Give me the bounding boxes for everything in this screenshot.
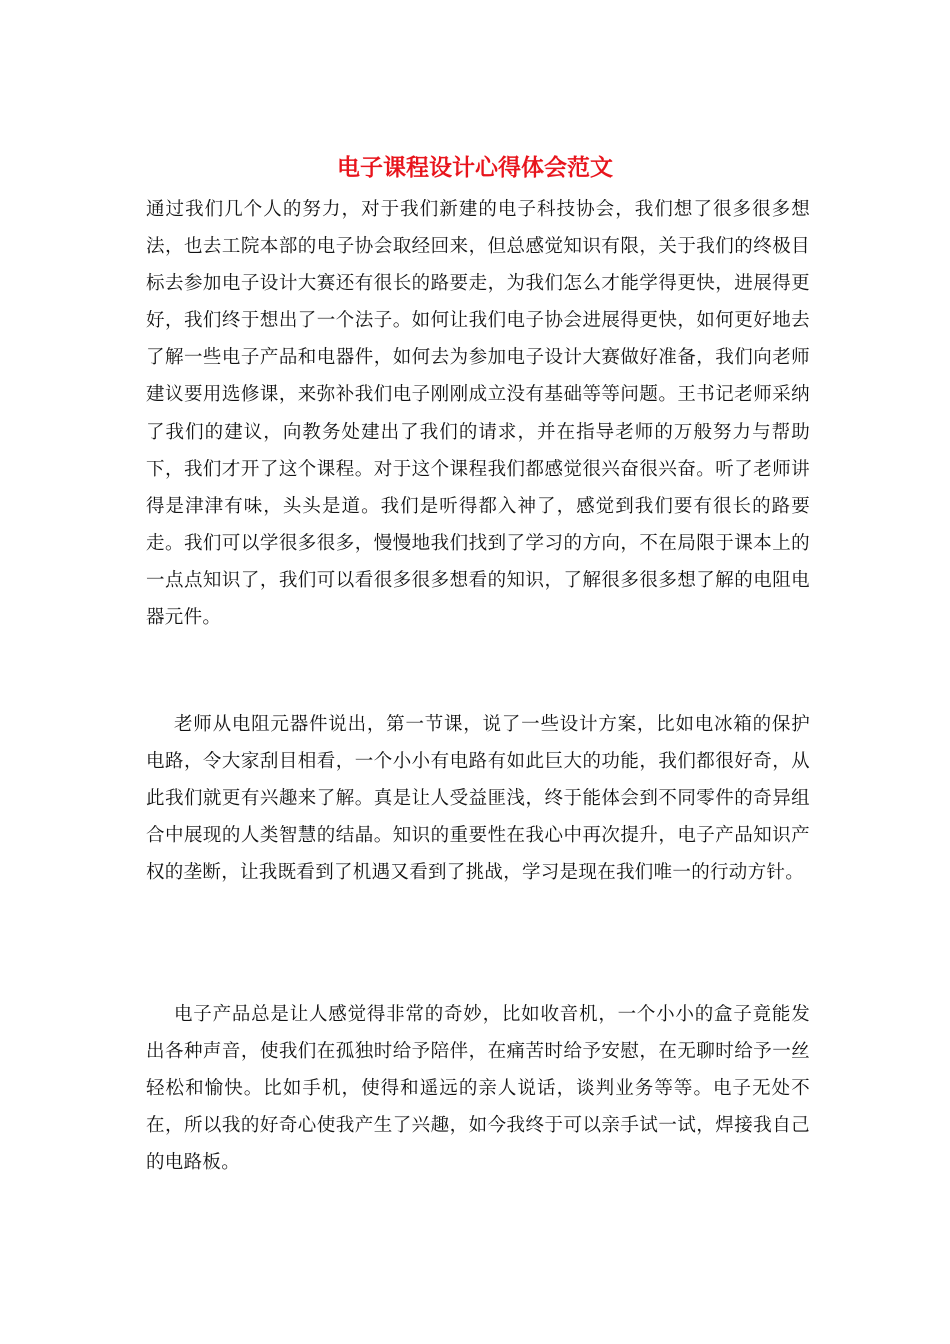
document-title: 电子课程设计心得体会范文	[337, 154, 613, 181]
paragraph-2: 老师从电阻元器件说出，第一节课，说了一些设计方案，比如电冰箱的保护电路，令大家刮目相看，一个小小有电路有如此巨大的功能，我们都很好奇，从此我们就更有兴趣来了解。真是让人受益匪浅，终于能体会到不同零件的奇异组合中展现的人类智慧的结晶。知识的重要性在我心中再次提升，电子产品知识产权的垄断，让我既看到了机遇又看到了挑战，学习是现在我们唯一的行动方针。	[146, 714, 810, 884]
paragraph-1: 通过我们几个人的努力，对于我们新建的电子科技协会，我们想了很多很多想法，也去工院本部的电子协会取经回来，但总感觉知识有限，关于我们的终极目标去参加电子设计大赛还有很长的路要走，为我们怎么才能学得更快，进展得更好，我们终于想出了一个法子。如何让我们电子协会进展得更快，如何更好地去了解一些电子产品和电器件，如何去为参加电子设计大赛做好准备，我们向老师建议要用选修课，来弥补我们电子刚刚成立没有基础等等问题。王书记老师采纳了我们的建议，向教务处建出了我们的请求，并在指导老师的万般努力与帮助下，我们才开了这个课程。对于这个课程我们都感觉很兴奋很兴奋。听了老师讲得是津津有味，头头是道。我们是听得都入神了，感觉到我们要有很长的路要走。我们可以学很多很多，慢慢地我们找到了学习的方向，不在局限于课本上的一点点知识了，我们可以看很多很多想看的知识，了解很多很多想了解的电阻电器元件。	[146, 199, 810, 629]
paragraph-3: 电子产品总是让人感觉得非常的奇妙，比如收音机，一个小小的盒子竟能发出各种声音，使我们在孤独时给予陪伴，在痛苦时给予安慰，在无聊时给予一丝轻松和愉快。比如手机，使得和遥远的亲人说话，谈判业务等等。电子无处不在，所以我的好奇心使我产生了兴趣，如今我终于可以亲手试一试，焊接我自己的电路板。	[146, 1004, 810, 1174]
